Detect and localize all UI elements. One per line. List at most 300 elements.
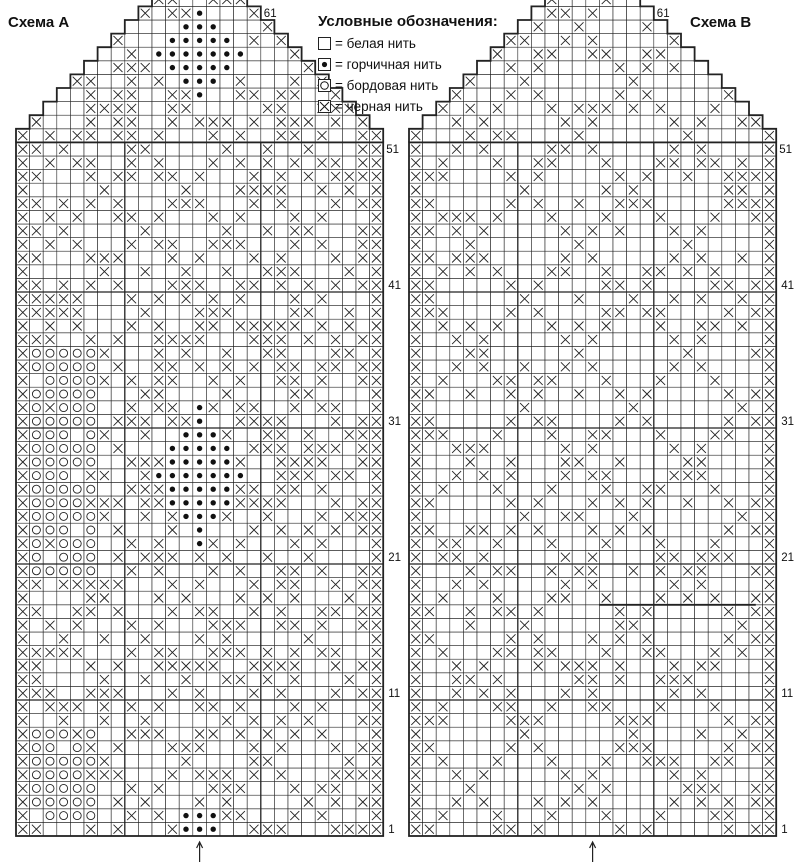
chart-cell: [722, 278, 736, 292]
chart-cell: [463, 428, 477, 442]
chart-cell: [518, 455, 532, 469]
chart-cell: [749, 238, 763, 252]
chart-cell: [599, 387, 613, 401]
chart-cell: [247, 809, 261, 823]
chart-cell: [586, 795, 600, 809]
chart-cell: [247, 496, 261, 510]
chart-cell: [274, 550, 288, 564]
chart-cell: [559, 686, 573, 700]
chart-cell: [206, 564, 220, 578]
chart-cell: [16, 455, 30, 469]
chart-cell: [518, 183, 532, 197]
chart-cell: [722, 741, 736, 755]
chart-cell: [572, 646, 586, 660]
chart-cell: [722, 170, 736, 184]
chart-cell: [681, 102, 695, 116]
chart-cell: [234, 129, 248, 143]
chart-cell: [193, 374, 207, 388]
chart-cell: [356, 292, 370, 306]
chart-cell: [491, 632, 505, 646]
chart-cell: [572, 591, 586, 605]
chart-cell: [722, 238, 736, 252]
chart-cell: [627, 510, 641, 524]
chart-cell: [531, 809, 545, 823]
chart-cell: [57, 795, 71, 809]
chart-cell: [193, 768, 207, 782]
chart-cell: [111, 224, 125, 238]
chart-cell: [16, 605, 30, 619]
chart-cell: [288, 346, 302, 360]
chart-cell: [206, 822, 220, 836]
chart-cell: [70, 659, 84, 673]
chart-cell: [43, 510, 57, 524]
chart-cell: [436, 578, 450, 592]
chart-cell: [409, 741, 423, 755]
chart-cell: [504, 319, 518, 333]
chart-cell: [531, 170, 545, 184]
chart-cell: [234, 319, 248, 333]
chart-cell: [735, 292, 749, 306]
chart-cell: [586, 265, 600, 279]
chart-cell: [84, 605, 98, 619]
chart-cell: [57, 387, 71, 401]
chart-cell: [84, 673, 98, 687]
chart-cell: [356, 469, 370, 483]
chart-cell: [152, 727, 166, 741]
chart-cell: [125, 646, 139, 660]
chart-cell: [477, 727, 491, 741]
dot-icon: [197, 92, 202, 97]
chart-cell: [409, 278, 423, 292]
chart-cell: [722, 646, 736, 660]
chart-cell: [57, 156, 71, 170]
chart-cell: [261, 782, 275, 796]
chart-cell: [436, 754, 450, 768]
chart-cell: [749, 387, 763, 401]
chart-cell: [16, 591, 30, 605]
chart-cell: [57, 537, 71, 551]
chart-cell: [749, 265, 763, 279]
chart-cell: [409, 496, 423, 510]
chart-cell: [627, 142, 641, 156]
chart-cell: [763, 278, 777, 292]
chart-cell: [518, 360, 532, 374]
chart-cell: [695, 374, 709, 388]
chart-cell: [342, 646, 356, 660]
chart-cell: [613, 428, 627, 442]
chart-cell: [436, 673, 450, 687]
chart-cell: [572, 360, 586, 374]
chart-cell: [302, 537, 316, 551]
chart-cell: [423, 714, 437, 728]
chart-cell: [450, 537, 464, 551]
chart-cell: [613, 686, 627, 700]
chart-cell: [450, 265, 464, 279]
chart-cell: [681, 333, 695, 347]
chart-cell: [247, 537, 261, 551]
chart-cell: [30, 578, 44, 592]
chart-cell: [166, 251, 180, 265]
chart-cell: [545, 210, 559, 224]
chart-cell: [125, 537, 139, 551]
chart-cell: [356, 360, 370, 374]
chart-cell: [302, 360, 316, 374]
chart-cell: [681, 401, 695, 415]
chart-cell: [613, 469, 627, 483]
chart-cell: [735, 374, 749, 388]
chart-cell: [518, 700, 532, 714]
chart-cell: [193, 591, 207, 605]
chart-cell: [627, 387, 641, 401]
chart-cell: [138, 618, 152, 632]
chart-cell: [491, 251, 505, 265]
chart-cell: [356, 183, 370, 197]
chart-cell: [613, 156, 627, 170]
chart-cell: [261, 210, 275, 224]
chart-cell: [504, 591, 518, 605]
chart-cell: [98, 183, 112, 197]
chart-cell: [329, 578, 343, 592]
legend-title: Условные обозначения:: [318, 13, 498, 30]
chart-cell: [763, 605, 777, 619]
chart-cell: [695, 741, 709, 755]
chart-cell: [518, 822, 532, 836]
chart-cell: [342, 251, 356, 265]
chart-cell: [749, 686, 763, 700]
chart-cell: [667, 61, 681, 75]
chart-cell: [193, 618, 207, 632]
chart-cell: [70, 523, 84, 537]
chart-cell: [220, 74, 234, 88]
chart-cell: [667, 564, 681, 578]
chart-cell: [640, 550, 654, 564]
chart-cell: [234, 686, 248, 700]
chart-cell: [667, 496, 681, 510]
chart-cell: [84, 142, 98, 156]
chart-cell: [572, 387, 586, 401]
chart-cell: [559, 428, 573, 442]
chart-cell: [329, 115, 343, 129]
chart-cell: [274, 455, 288, 469]
chart-cell: [518, 47, 532, 61]
chart-cell: [166, 170, 180, 184]
chart-cell: [98, 768, 112, 782]
chart-cell: [559, 469, 573, 483]
chart-cell: [315, 170, 329, 184]
chart-cell: [599, 156, 613, 170]
chart-cell: [613, 673, 627, 687]
chart-cell: [152, 0, 166, 6]
chart-cell: [70, 646, 84, 660]
chart-cell: [70, 306, 84, 320]
chart-cell: [599, 20, 613, 34]
chart-cell: [518, 346, 532, 360]
chart-cell: [234, 292, 248, 306]
chart-cell: [477, 822, 491, 836]
chart-cell: [654, 88, 668, 102]
chart-cell: [450, 142, 464, 156]
chart-cell: [504, 754, 518, 768]
chart-cell: [640, 537, 654, 551]
chart-cell: [288, 714, 302, 728]
chart-cell: [572, 47, 586, 61]
chart-cell: [627, 414, 641, 428]
chart-cell: [572, 822, 586, 836]
chart-cell: [559, 564, 573, 578]
chart-cell: [138, 578, 152, 592]
chart-cell: [57, 455, 71, 469]
chart-cell: [138, 550, 152, 564]
chart-cell: [477, 360, 491, 374]
chart-cell: [247, 102, 261, 116]
chart-cell: [70, 754, 84, 768]
chart-cell: [261, 401, 275, 415]
chart-cell: [627, 292, 641, 306]
chart-cell: [111, 292, 125, 306]
chart-cell: [84, 292, 98, 306]
chart-cell: [206, 183, 220, 197]
chart-cell: [518, 632, 532, 646]
chart-cell: [43, 673, 57, 687]
chart-cell: [356, 727, 370, 741]
chart-cell: [695, 809, 709, 823]
chart-cell: [559, 251, 573, 265]
chart-cell: [722, 809, 736, 823]
chart-cell: [193, 387, 207, 401]
chart-cell: [735, 809, 749, 823]
chart-cell: [111, 47, 125, 61]
chart-cell: [681, 197, 695, 211]
chart-cell: [491, 795, 505, 809]
chart-cell: [681, 809, 695, 823]
chart-cell: [125, 292, 139, 306]
chart-cell: [640, 605, 654, 619]
chart-cell: [152, 142, 166, 156]
chart-cell: [518, 646, 532, 660]
chart-cell: [559, 482, 573, 496]
chart-cell: [654, 156, 668, 170]
chart-cell: [193, 564, 207, 578]
chart-cell: [370, 564, 384, 578]
chart-cell: [667, 550, 681, 564]
chart-cell: [166, 183, 180, 197]
chart-cell: [166, 700, 180, 714]
chart-cell: [274, 714, 288, 728]
chart-cell: [57, 550, 71, 564]
chart-cell: [179, 659, 193, 673]
chart-cell: [179, 319, 193, 333]
chart-cell: [30, 224, 44, 238]
chart-cell: [695, 727, 709, 741]
chart-cell: [722, 469, 736, 483]
chart-cell: [261, 346, 275, 360]
chart-cell: [288, 401, 302, 415]
chart-cell: [288, 550, 302, 564]
chart-cell: [559, 741, 573, 755]
chart-cell: [722, 183, 736, 197]
chart-cell: [409, 782, 423, 796]
chart-cell: [763, 442, 777, 456]
chart-cell: [234, 659, 248, 673]
chart-cell: [722, 129, 736, 143]
chart-cell: [98, 142, 112, 156]
chart-cell: [667, 142, 681, 156]
chart-cell: [288, 210, 302, 224]
chart-cell: [70, 170, 84, 184]
chart-cell: [722, 333, 736, 347]
chart-cell: [654, 20, 668, 34]
chart-cell: [531, 414, 545, 428]
chart-cell: [491, 210, 505, 224]
chart-cell: [763, 428, 777, 442]
chart-cell: [247, 632, 261, 646]
chart-cell: [138, 142, 152, 156]
chart-cell: [749, 170, 763, 184]
chart-cell: [681, 754, 695, 768]
chart-cell: [654, 360, 668, 374]
chart-cell: [234, 700, 248, 714]
chart-cell: [667, 238, 681, 252]
chart-cell: [179, 210, 193, 224]
chart-cell: [98, 700, 112, 714]
chart-cell: [763, 809, 777, 823]
chart-cell: [450, 278, 464, 292]
chart-cell: [681, 442, 695, 456]
chart-cell: [436, 224, 450, 238]
chart-cell: [409, 795, 423, 809]
chart-cell: [763, 156, 777, 170]
chart-cell: [220, 306, 234, 320]
chart-cell: [166, 129, 180, 143]
chart-cell: [356, 768, 370, 782]
chart-cell: [763, 591, 777, 605]
chart-cell: [681, 782, 695, 796]
chart-cell: [125, 129, 139, 143]
chart-cell: [98, 754, 112, 768]
chart-cell: [30, 210, 44, 224]
chart-cell: [735, 428, 749, 442]
chart-cell: [288, 673, 302, 687]
chart-cell: [531, 646, 545, 660]
chart-cell: [545, 659, 559, 673]
chart-cell: [586, 591, 600, 605]
chart-cell: [193, 0, 207, 6]
chart-cell: [302, 605, 316, 619]
chart-cell: [599, 618, 613, 632]
chart-cell: [572, 333, 586, 347]
chart-cell: [30, 482, 44, 496]
chart-cell: [16, 129, 30, 143]
chart-cell: [640, 591, 654, 605]
chart-cell: [450, 578, 464, 592]
chart-cell: [30, 646, 44, 660]
chart-cell: [504, 306, 518, 320]
chart-cell: [302, 782, 316, 796]
chart-cell: [302, 88, 316, 102]
chart-cell: [436, 251, 450, 265]
chart-cell: [30, 197, 44, 211]
chart-cell: [166, 605, 180, 619]
chart-cell: [599, 306, 613, 320]
chart-cell: [166, 428, 180, 442]
chart-cell: [545, 428, 559, 442]
chart-cell: [16, 142, 30, 156]
chart-cell: [329, 265, 343, 279]
chart-cell: [315, 360, 329, 374]
chart-cell: [247, 224, 261, 238]
chart-cell: [572, 700, 586, 714]
chart-cell: [30, 129, 44, 143]
chart-cell: [695, 782, 709, 796]
chart-cell: [504, 700, 518, 714]
chart-cell: [57, 129, 71, 143]
chart-cell: [409, 727, 423, 741]
chart-cell: [57, 197, 71, 211]
chart-cell: [30, 442, 44, 456]
chart-cell: [329, 129, 343, 143]
chart-cell: [370, 374, 384, 388]
chart-cell: [370, 659, 384, 673]
chart-cell: [599, 809, 613, 823]
chart-cell: [220, 414, 234, 428]
chart-cell: [84, 238, 98, 252]
chart-cell: [370, 754, 384, 768]
chart-cell: [450, 686, 464, 700]
chart-cell: [43, 659, 57, 673]
chart-cell: [261, 727, 275, 741]
chart-cell: [111, 61, 125, 75]
chart-cell: [450, 469, 464, 483]
chart-cell: [477, 605, 491, 619]
chart-cell: [370, 360, 384, 374]
chart-cell: [138, 265, 152, 279]
chart-cell: [261, 20, 275, 34]
chart-cell: [463, 197, 477, 211]
chart-cell: [234, 156, 248, 170]
chart-cell: [166, 360, 180, 374]
chart-cell: [763, 469, 777, 483]
chart-cell: [274, 482, 288, 496]
chart-cell: [302, 496, 316, 510]
chart-cell: [234, 727, 248, 741]
chart-cell: [450, 401, 464, 415]
chart-cell: [654, 115, 668, 129]
chart-cell: [559, 183, 573, 197]
chart-cell: [667, 306, 681, 320]
chart-cell: [627, 795, 641, 809]
chart-cell: [152, 115, 166, 129]
chart-cell: [288, 809, 302, 823]
chart-cell: [261, 61, 275, 75]
chart-cell: [667, 74, 681, 88]
chart-cell: [315, 306, 329, 320]
chart-cell: [518, 238, 532, 252]
chart-cell: [179, 428, 193, 442]
chart-cell: [627, 360, 641, 374]
chart-cell: [681, 537, 695, 551]
dot-icon: [197, 541, 202, 546]
chart-cell: [559, 74, 573, 88]
chart-cell: [57, 306, 71, 320]
chart-cell: [179, 401, 193, 415]
chart-cell: [302, 61, 316, 75]
chart-cell: [518, 659, 532, 673]
chart-cell: [193, 47, 207, 61]
chart-cell: [356, 605, 370, 619]
chart-cell: [98, 659, 112, 673]
chart-cell: [274, 306, 288, 320]
chart-cell: [477, 496, 491, 510]
